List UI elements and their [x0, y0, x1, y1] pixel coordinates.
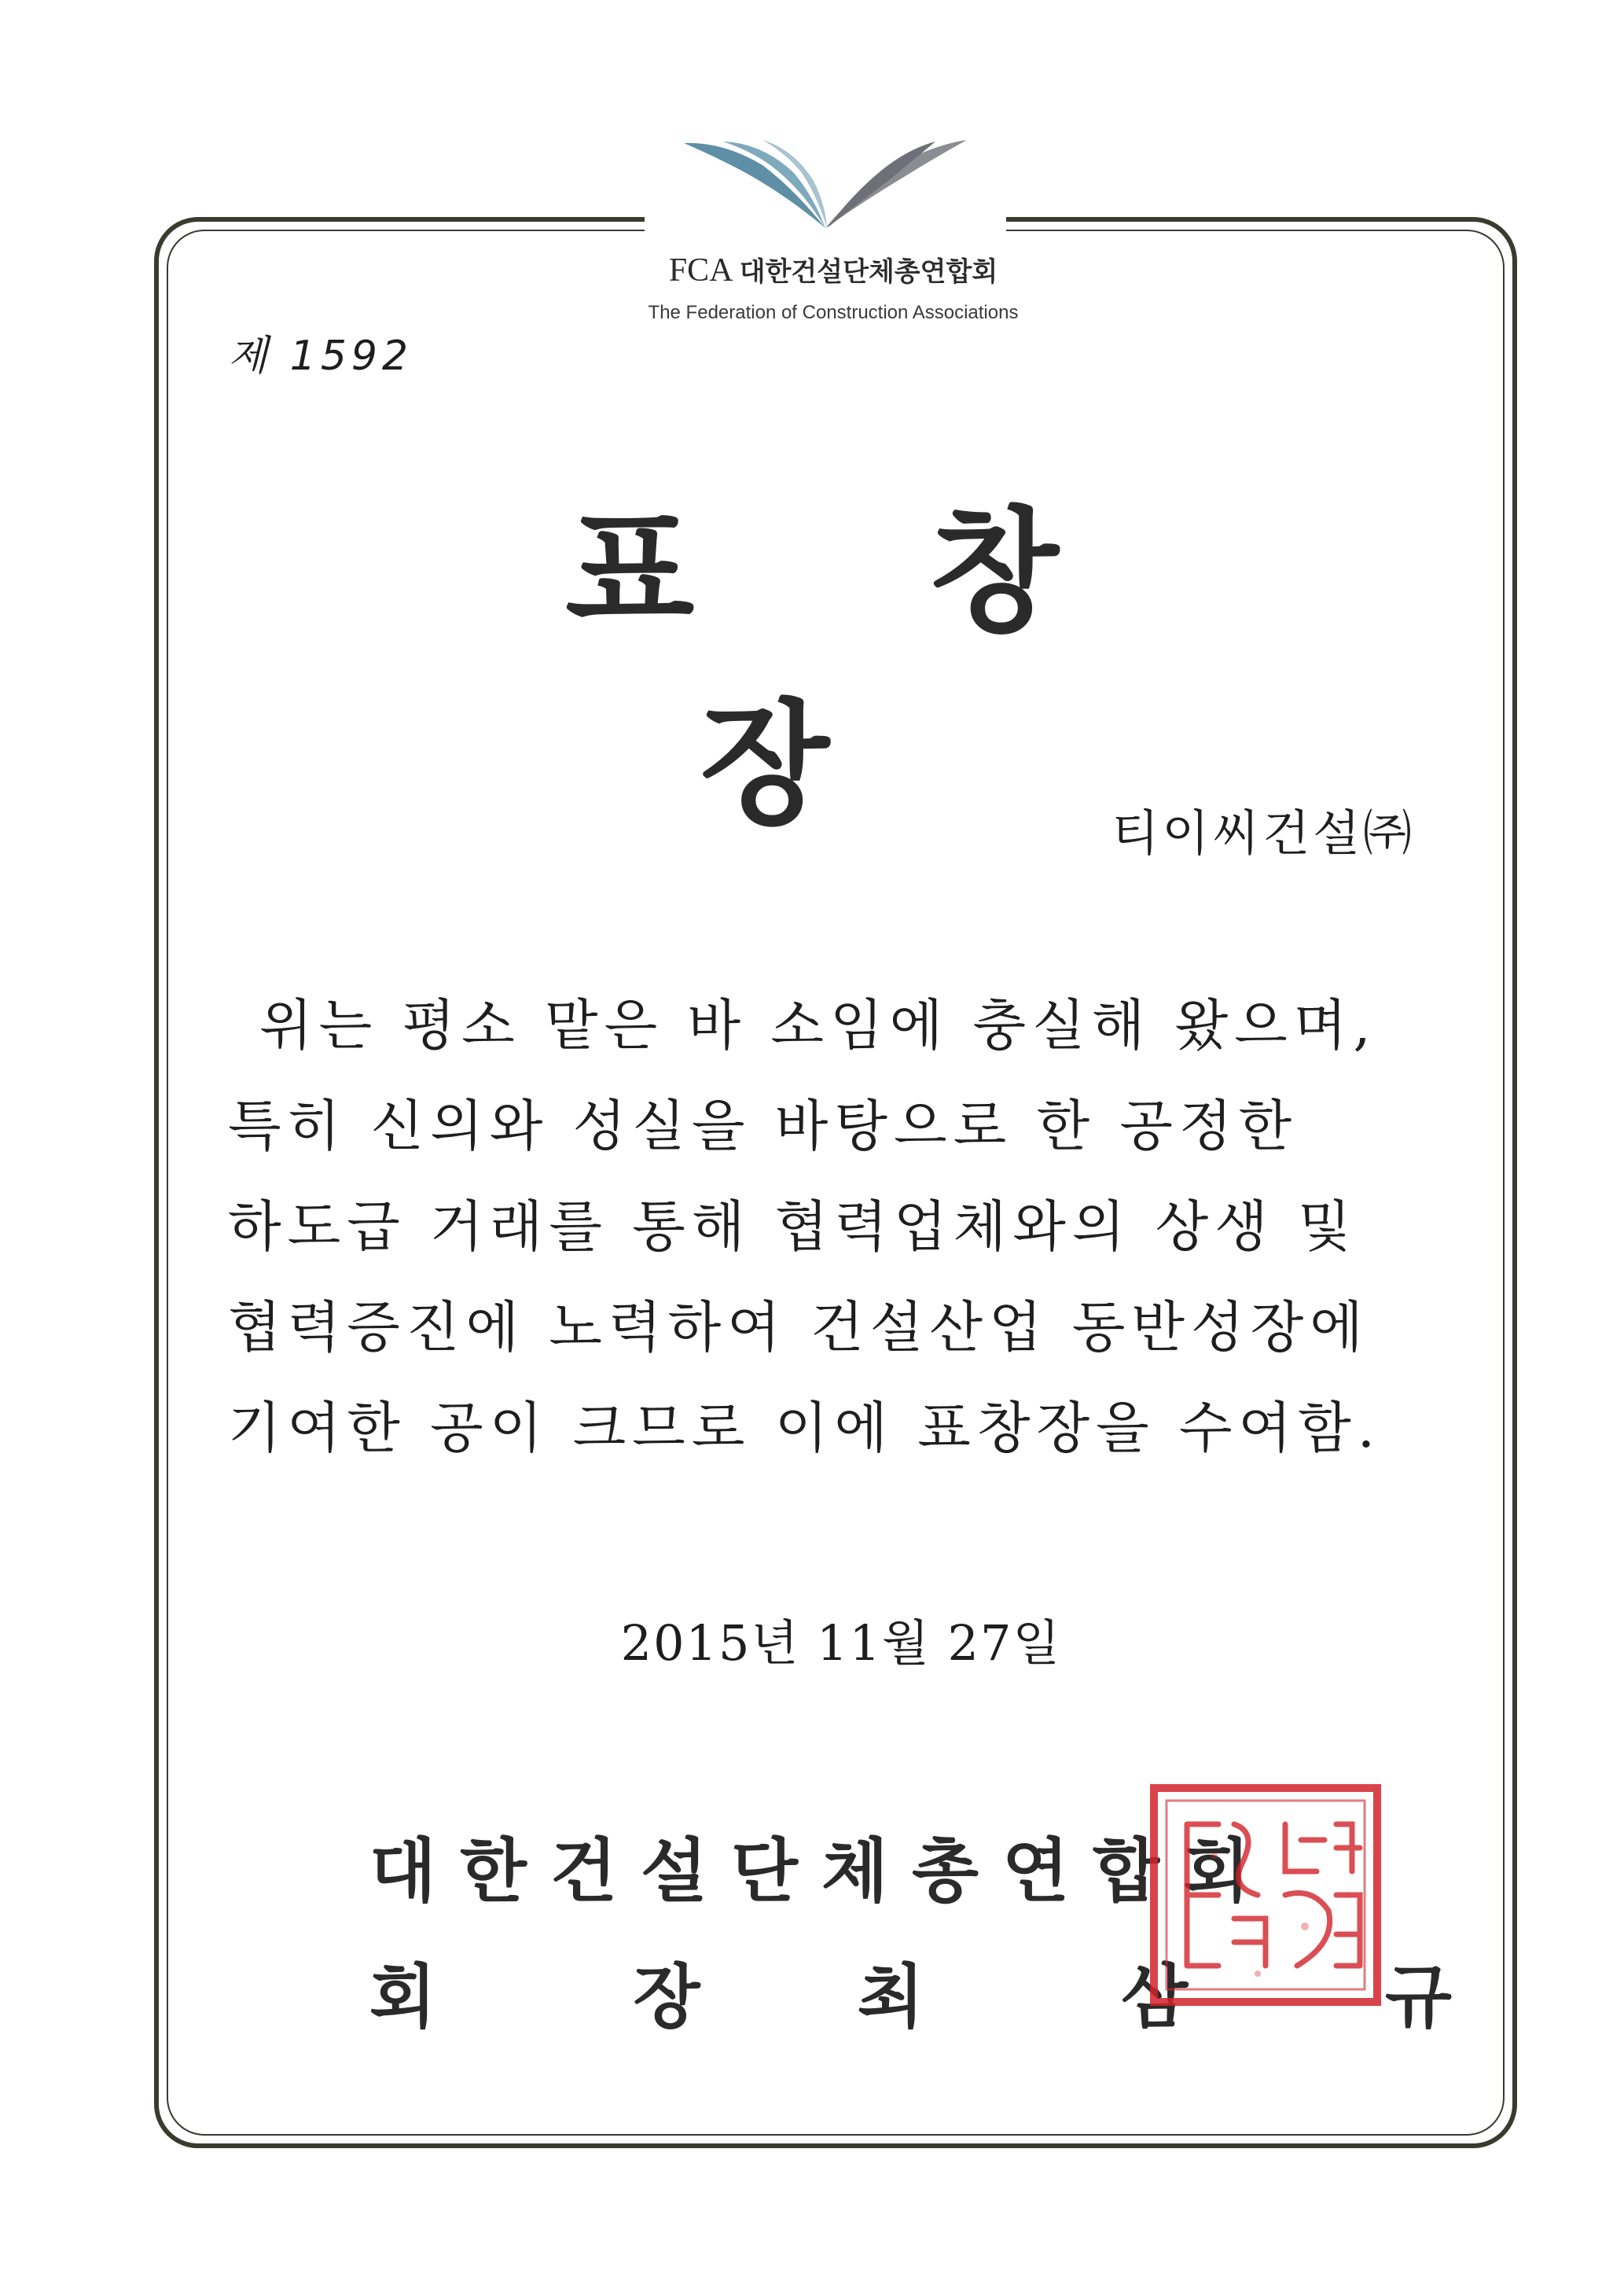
certificate-title: 표 창 장: [565, 493, 1153, 843]
issuer-organization: 대한건설단체총연합회: [369, 1830, 1274, 1911]
issuer-name: 최 삼 규: [857, 1956, 1538, 2037]
citation-line: 위는 평소 맡은 바 소임에 충실해 왔으며,: [259, 993, 1377, 1058]
fca-header-title: [637, 250, 1030, 289]
issue-date: 2015년 11월 27일: [620, 1614, 1062, 1672]
certificate-number: 제 1592: [228, 333, 413, 380]
issuer-role: 회 장: [369, 1956, 787, 2037]
recipient-name: 티이씨건설㈜: [1111, 804, 1415, 862]
official-seal-icon: [1140, 1777, 1391, 2013]
citation-line: 협력증진에 노력하여 건설산업 동반성장에: [228, 1295, 1369, 1360]
citation-line: 기여한 공이 크므로 이에 표창장을 수여함.: [228, 1396, 1382, 1460]
fca-abbr: FCA: [668, 252, 732, 289]
citation-line: 하도급 거래를 통해 협력업체와의 상생 및: [228, 1194, 1358, 1259]
citation-body: [228, 975, 1423, 1478]
fca-name-kr: 대한건설단체총연합회: [739, 256, 998, 288]
citation-line: 특히 신의와 성실을 바탕으로 한 공정한: [228, 1094, 1299, 1158]
fca-logo-icon: [676, 134, 975, 244]
fca-name-en: The Federation of Construction Associations: [648, 302, 1019, 323]
